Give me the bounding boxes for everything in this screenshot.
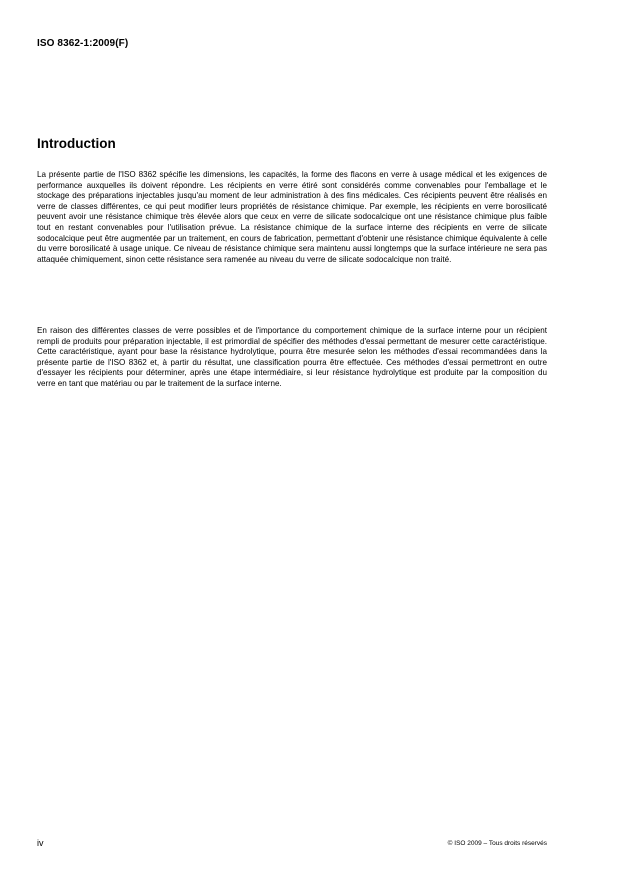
page-number: iv <box>37 838 44 848</box>
copyright-notice: © ISO 2009 – Tous droits réservés <box>447 840 547 847</box>
document-reference: ISO 8362-1:2009(F) <box>37 38 129 49</box>
paragraph-1: La présente partie de l'ISO 8362 spécifie les dimensions, les capacités, la forme des flacons en verre à usage médical et les exigences de performance auxquelles ils doivent répondre. Les récipients en verre étiré sont considérés comme convenables pour l'emballage et le stockage des préparations injectables jusqu'au moment de leur administration à des fins médicales. Ces récipients peuvent être réalisés en verre de classes différentes, ce qui peut modifier leurs propriétés de résistance chimique. Par exemple, les récipients en verre borosilicaté peuvent avoir une résistance chimique très élevée alors que ceux en verre de silicate sodocalcique ont une résistance chimique plus faible tout en restant convenables pour l'utilisation prévue. La résistance chimique de la surface interne des récipients en verre de silicate sodocalcique peut être augmentée par un traitement, en cours de fabrication, permettant d'obtenir une résistance chimique équivalente à celle du verre borosilicaté à usage unique. Ce niveau de résistance chimique sera maintenu aussi longtemps que la surface intérieure ne sera pas attaquée chimiquement, sinon cette résistance sera ramenée au niveau du verre de silicate sodocalcique non traité. <box>37 170 547 264</box>
paragraph-2: En raison des différentes classes de verre possibles et de l'importance du comportement chimique de la surface interne pour un récipient rempli de produits pour préparation injectable, il est primordial de spécifier des méthodes d'essai permettant de mesurer cette caractéristique. Cette caractéristique, ayant pour base la résistance hydrolytique, pourra être mesurée selon les méthodes d'essai recommandées dans la présente partie de l'ISO 8362 et, à partir du résultat, une classification pourra être effectuée. Ces méthodes d'essai permettront en outre d'essayer les récipients pour déterminer, après une étape intermédiaire, si leur résistance hydrolytique est produite par la composition du verre en tant que matériau ou par le traitement de la surface interne. <box>37 326 547 388</box>
section-title: Introduction <box>37 136 116 151</box>
